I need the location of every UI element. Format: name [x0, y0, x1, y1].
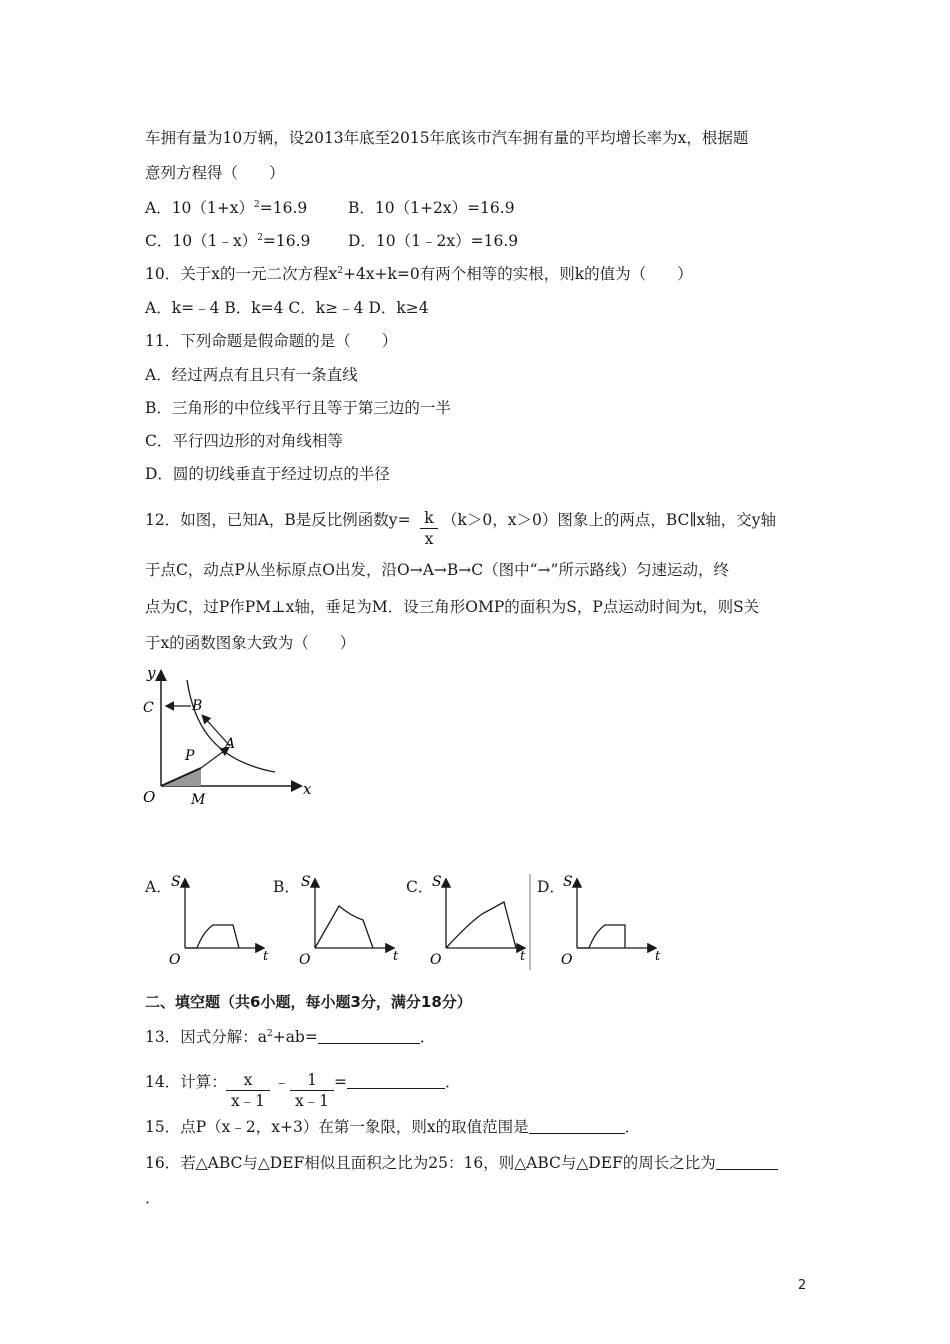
q16-line2: ．: [145, 1189, 161, 1207]
q15-line: 15．点P（x﹣2，x+3）在第一象限，则x的取值范围是 ．: [145, 1118, 641, 1136]
label-p: P: [185, 748, 195, 764]
label-m: M: [191, 792, 206, 808]
q12-option-a-graph: [163, 870, 273, 970]
q9-option-c: C．10（1﹣x）$^2$=16.9: [145, 232, 311, 250]
graph-c-curve: [446, 902, 516, 948]
q12-stem-line3: 点为C，过P作PM⊥x轴，垂足为M．设三角形OMP的面积为S，P点运动时间为t，则S关: [145, 598, 760, 616]
q12-figure: [135, 660, 335, 810]
q12-stem-line2: 于点C，动点P从坐标原点O出发，沿O→A→B→C（图中“→”所示路线）匀速运动，终: [145, 561, 729, 579]
q9-stem-line1: 车拥有量为10万辆，设2013年底至2015年底该市汽车拥有量的平均增长率为x，根据题: [145, 129, 749, 147]
q10-stem: 10．关于x的一元二次方程$x^2+4x+k=0$有两个相等的实根，则k的值为（ ）: [145, 265, 693, 283]
q14-answer-blank[interactable]: [347, 1074, 445, 1089]
q12-stem-post: （k＞0，x＞0）图象上的两点，BC∥x轴，交y轴: [442, 511, 777, 529]
graph-c-s-label: S: [432, 874, 442, 890]
label-x: x: [303, 780, 312, 798]
q12-fraction: [420, 508, 438, 549]
label-y: y: [147, 664, 156, 682]
q12-option-d-label: D．: [537, 878, 565, 896]
q11-option-c: C．平行四边形的对角线相等: [145, 432, 343, 450]
graph-a-s-label: S: [171, 874, 181, 890]
q11-option-d: D．圆的切线垂直于经过切点的半径: [145, 465, 390, 483]
q11-stem: 11．下列命题是假命题的是（ ）: [145, 332, 398, 350]
q12-option-b-label: B．: [273, 878, 300, 896]
graph-b-t-label: t: [393, 949, 399, 964]
graph-d-curve: [577, 925, 625, 948]
q12-fraction-denominator: x: [424, 530, 434, 548]
graph-d-t-label: t: [655, 949, 661, 964]
graph-d-o-label: O: [561, 952, 573, 968]
q12-option-b-graph: [293, 870, 403, 970]
q16-answer-blank[interactable]: [716, 1155, 778, 1170]
q16-line: 16．若△ABC与△DEF相似且面积之比为25：16，则△ABC与△DEF的周长之比为: [145, 1153, 778, 1173]
q14-fraction-2-denominator: x﹣1: [294, 1092, 330, 1110]
q14-fraction-1: [226, 1070, 270, 1111]
q14-fraction-1-denominator: x﹣1: [230, 1092, 266, 1110]
q15-answer-blank[interactable]: [529, 1119, 625, 1134]
graph-a-t-label: t: [263, 949, 269, 964]
q12-option-d-graph: [555, 870, 665, 970]
label-a: A: [225, 736, 236, 752]
q11-option-a: A．经过两点有且只有一条直线: [145, 366, 358, 384]
q12-stem-pre: 12．如图，已知A，B是反比例函数y=: [145, 511, 411, 529]
q12-option-a-label: A．: [145, 878, 172, 896]
graph-b-o-label: O: [299, 952, 311, 968]
q9-option-d: D．10（1﹣2x）=16.9: [348, 232, 519, 250]
q14-fraction-1-numerator: x: [243, 1071, 253, 1089]
q12-option-c-label: C．: [406, 878, 434, 896]
label-c: C: [143, 700, 154, 716]
graph-a-curve: [185, 925, 239, 948]
hyperbola-curve: [187, 680, 275, 772]
section-heading: 二、填空题（共6小题，每小题3分，满分18分）: [145, 993, 472, 1011]
graph-b-curve: [315, 906, 373, 948]
q13-line: 13．因式分解：$a^2+ab=$ ．: [145, 1028, 436, 1046]
q12-stem-line4: 于x的函数图象大致为（ ）: [145, 634, 356, 652]
q14-fraction-2: [290, 1070, 334, 1111]
q9-option-b: B．10（1+2x）=16.9: [348, 199, 515, 217]
q14-minus: ﹣: [274, 1073, 290, 1091]
page-number: 2: [798, 1278, 807, 1293]
q9-option-a: A．$10(1+x)^2=16.9$: [145, 199, 308, 217]
graph-d-s-label: S: [563, 874, 573, 890]
q12-option-c-graph: [424, 870, 534, 970]
graph-a-o-label: O: [169, 952, 181, 968]
graph-b-s-label: S: [301, 874, 311, 890]
label-b: B: [192, 698, 203, 714]
graph-c-o-label: O: [430, 952, 442, 968]
q14-pre: 14．计算：: [145, 1073, 227, 1091]
label-o: O: [143, 788, 156, 806]
q13-answer-blank[interactable]: [318, 1029, 420, 1044]
q14-answer: = ．: [334, 1073, 461, 1091]
q10-options: A．k=﹣4 B．k=4 C．k≥﹣4 D．k≥4: [145, 299, 429, 317]
q14-fraction-2-numerator: 1: [307, 1071, 317, 1089]
q12-fraction-numerator: k: [424, 509, 434, 527]
q9-stem-line2: 意列方程得（ ）: [145, 164, 285, 182]
graph-c-t-label: t: [520, 949, 526, 964]
path-pa-arrow: [201, 748, 228, 768]
q11-option-b: B．三角形的中位线平行且等于第三边的一半: [145, 399, 451, 417]
